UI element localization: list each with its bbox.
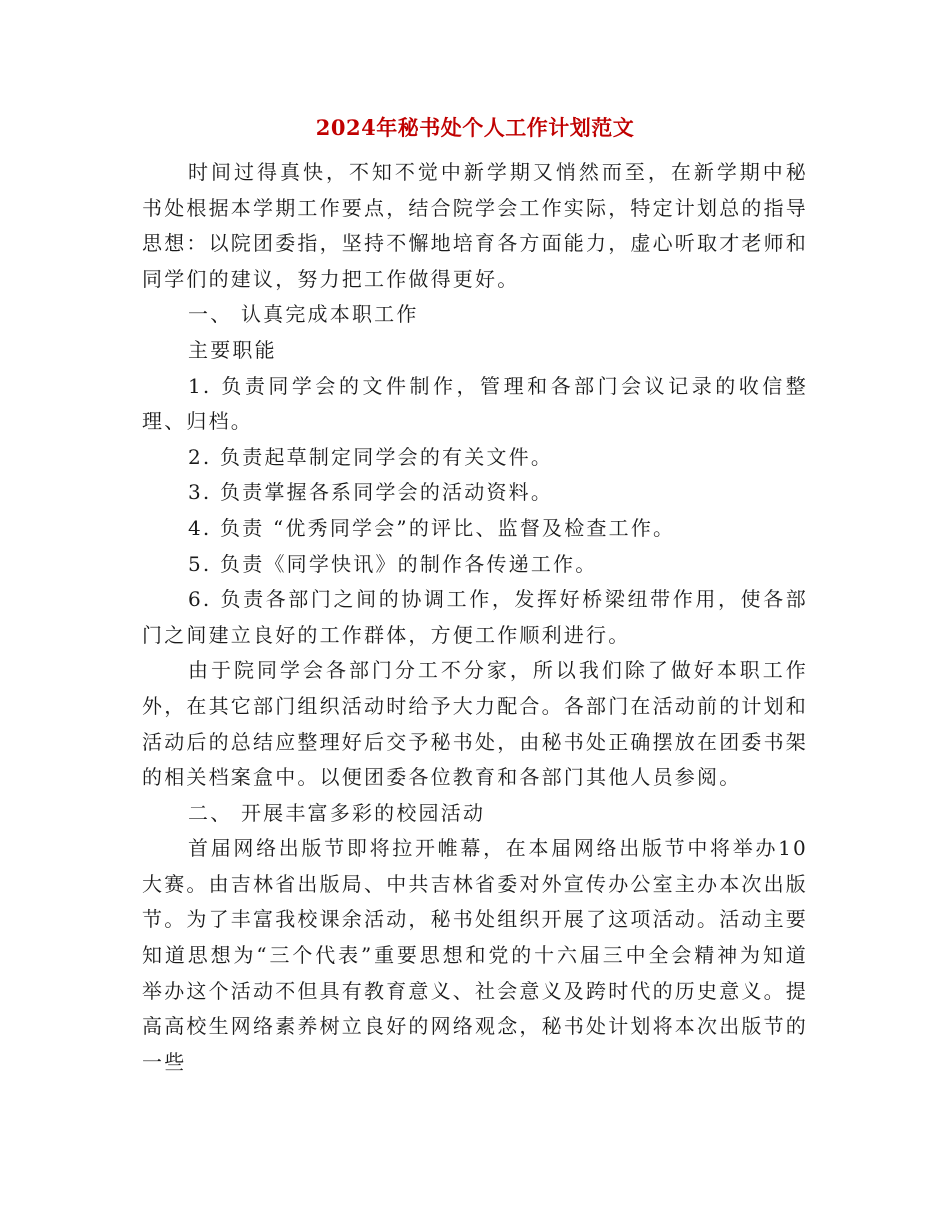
document-title: 2024年秘书处个人工作计划范文 — [315, 115, 635, 140]
list-item: 6. 负责各部门之间的协调工作，发挥好桥梁纽带作用，使各部门之间建立良好的工作群体，方便工作顺利进行。 — [142, 587, 808, 647]
paragraph-cooperation: 由于院同学会各部门分工不分家，所以我们除了做好本职工作外，在其它部门组织活动时给予大力配合。各部门在活动前的计划和活动后的总结应整理好后交予秘书处，由秘书处正确摆放在团委书架的相关档案盒中。以便团委各位教育和各部门其他人员参阅。 — [142, 658, 808, 790]
document-body — [142, 155, 808, 1080]
list-item: 3. 负责掌握各系同学会的活动资料。 — [188, 480, 554, 505]
section-heading-2: 二、 开展丰富多彩的校园活动 — [188, 800, 486, 825]
list-item: 1. 负责同学会的文件制作，管理和各部门会议记录的收信整理、归档。 — [142, 373, 808, 434]
list-item: 5. 负责《同学快讯》的制作各传递工作。 — [188, 551, 598, 576]
paragraph-activities: 首届网络出版节即将拉开帷幕，在本届网络出版节中将举办10大赛。由吉林省出版局、中共吉林省委对外宣传办公室主办本次出版节。为了丰富我校课余活动，秘书处组织开展了这项活动。活动主要知道思想为“三个代表”重要思想和党的十六届三中全会精神为知道举办这个活动不但具有教育意义、社会意义及跨时代的历史意义。提高高校生网络素养树立良好的网络观念，秘书处计划将本次出版节的一些 — [142, 836, 808, 1074]
list-item: 4. 负责 “优秀同学会”的评比、监督及检查工作。 — [188, 515, 676, 540]
list-item: 2. 负责起草制定同学会的有关文件。 — [188, 444, 554, 469]
subheading-main-duties: 主要职能 — [188, 337, 277, 362]
paragraph-intro: 时间过得真快，不知不觉中新学期又悄然而至，在新学期中秘书处根据本学期工作要点，结合院学会工作实际，特定计划总的指导思想：以院团委指，坚持不懈地培育各方面能力，虚心听取才老师和同学们的建议，努力把工作做得更好。 — [142, 160, 808, 291]
section-heading-1: 一、 认真完成本职工作 — [188, 302, 419, 327]
